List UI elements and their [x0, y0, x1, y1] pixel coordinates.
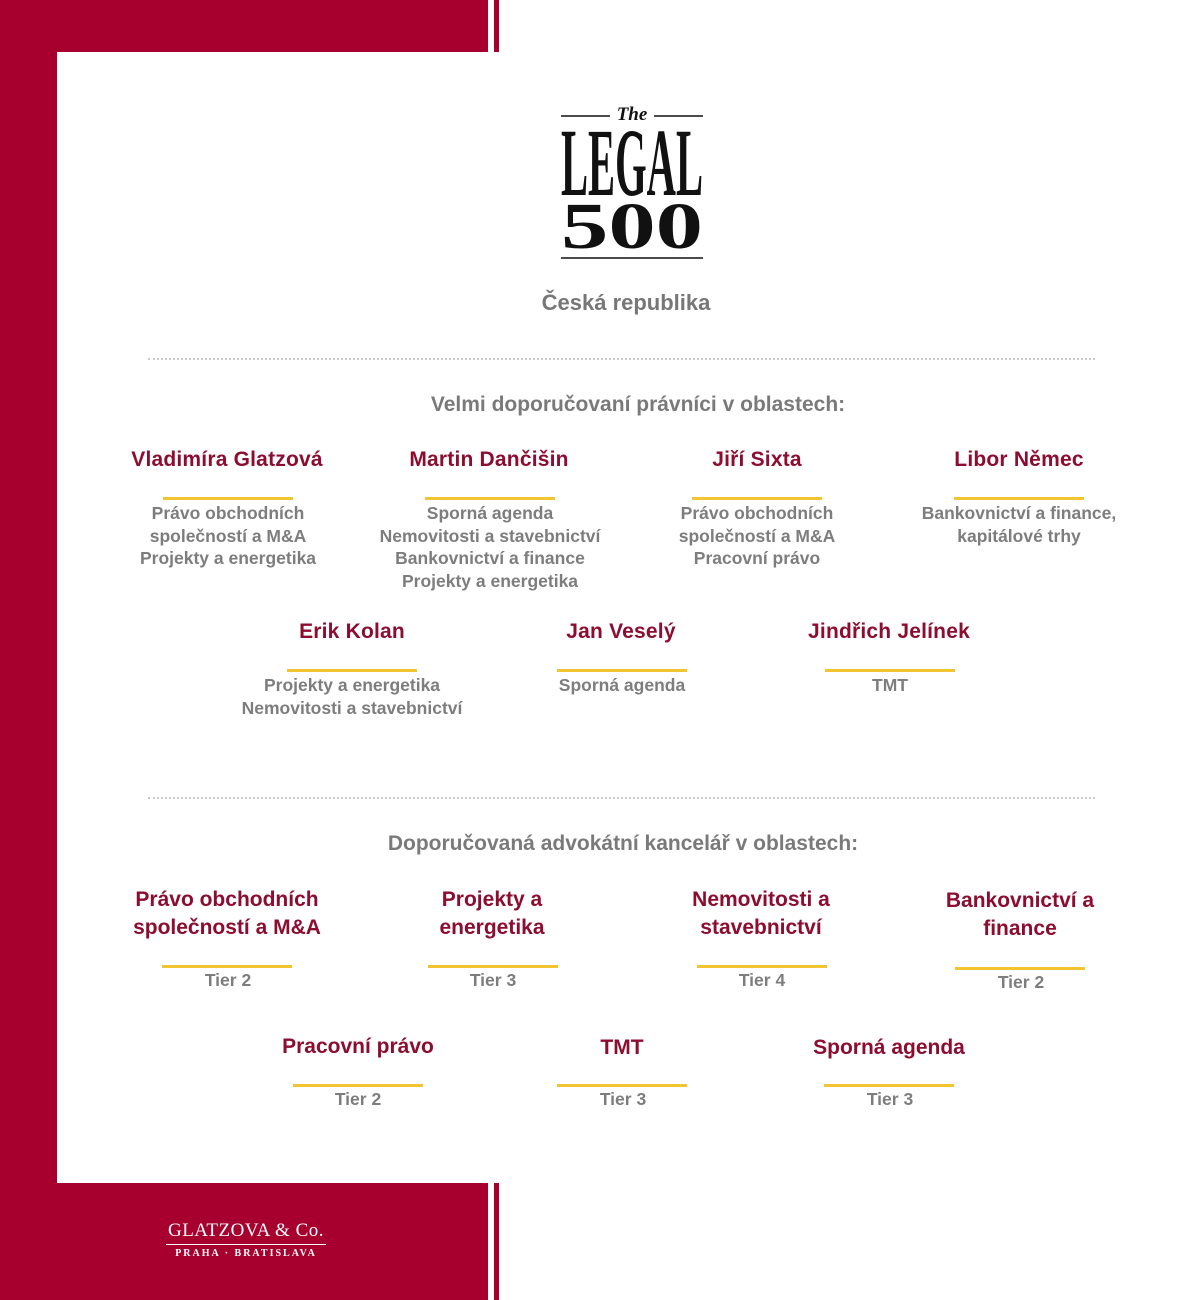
area-title-line: finance: [983, 917, 1057, 940]
lawyer-name: Jan Veselý: [566, 620, 676, 643]
area-line: Nemovitosti a stavebnictví: [379, 525, 601, 546]
lawyer-name: Jindřich Jelínek: [808, 620, 970, 643]
practice-area-name: [692, 886, 830, 942]
tier-label: Tier 2: [204, 970, 252, 990]
logo-legal-text: LEGAL: [561, 109, 703, 216]
top-left-red-band: [0, 0, 488, 52]
area-title-line: stavebnictví: [700, 916, 822, 939]
area-line: Projekty a energetika: [139, 548, 317, 568]
area-line: Pracovní právo: [693, 548, 821, 568]
glatzova-logo-rule: [166, 1244, 326, 1245]
bottom-stripe: [494, 1183, 499, 1300]
left-red-band: [0, 0, 57, 1300]
accent-bar: [293, 1084, 423, 1087]
area-title-line: Projekty a: [441, 888, 543, 911]
tier-label: Tier 2: [334, 1089, 382, 1109]
area-line: Projekty a energetika: [401, 570, 579, 591]
practice-area-name: [600, 1034, 643, 1062]
lawyer-areas: [872, 674, 908, 697]
area-line: Projekty a energetika: [263, 675, 441, 695]
lawyer-areas: [559, 674, 685, 697]
area-title-line: Právo obchodních: [135, 888, 319, 911]
lawyer-areas: [140, 502, 316, 570]
area-title-line: TMT: [600, 1036, 644, 1059]
practice-area-name: [813, 1034, 965, 1062]
area-title-line: energetika: [439, 916, 545, 939]
accent-bar: [425, 497, 555, 500]
area-title-line: Nemovitosti a: [692, 888, 830, 911]
tier-label: Tier 3: [469, 970, 517, 990]
firm-section-title: Doporučovaná advokátní kancelář v oblastech:: [387, 832, 859, 855]
accent-bar: [287, 669, 417, 672]
area-line: Právo obchodních: [680, 503, 834, 523]
lawyer-areas: [242, 674, 463, 719]
lawyer-areas: [679, 502, 836, 570]
area-line: TMT: [872, 675, 908, 695]
top-stripe: [494, 0, 499, 52]
area-title-line: Bankovnictví a: [945, 889, 1095, 912]
area-line: Nemovitosti a stavebnictví: [241, 697, 463, 718]
area-line: společností a M&A: [678, 525, 836, 546]
area-line: společností a M&A: [149, 525, 307, 546]
lawyer-name: Vladimíra Glatzová: [131, 448, 323, 471]
lawyers-section-title: Velmi doporučovaní právníci v oblastech:: [430, 393, 846, 416]
area-line: Právo obchodních: [151, 503, 305, 523]
practice-area-name: [439, 886, 544, 942]
accent-bar: [428, 965, 558, 968]
lawyer-areas: [380, 502, 601, 592]
area-line: Sporná agenda: [426, 503, 554, 523]
lawyer-name: Erik Kolan: [299, 620, 405, 643]
accent-bar: [692, 497, 822, 500]
accent-bar: [954, 497, 1084, 500]
practice-area-name: [946, 887, 1094, 943]
accent-bar: [557, 669, 687, 672]
glatzova-logo-title: GLATZOVA & Co.: [167, 1220, 325, 1241]
area-line: Bankovnictví a finance: [395, 548, 585, 568]
practice-area-name: [282, 1033, 434, 1061]
accent-bar: [163, 497, 293, 500]
lawyer-name: Martin Dančišin: [409, 448, 569, 471]
divider-middle: [148, 797, 1095, 799]
tier-label: Tier 4: [738, 970, 786, 990]
logo-500-text: 500: [561, 190, 703, 263]
area-line: Bankovnictví a finance,: [921, 503, 1117, 523]
area-title-line: Pracovní právo: [282, 1035, 434, 1058]
area-title-line: společností a M&A: [133, 916, 321, 939]
area-line: Sporná agenda: [558, 675, 686, 695]
divider-top: [148, 358, 1095, 360]
accent-bar: [824, 1084, 954, 1087]
tier-label: Tier 3: [866, 1089, 914, 1109]
lawyer-name: Jiří Sixta: [712, 448, 802, 471]
legal500-logo: [557, 102, 707, 264]
glatzova-logo-subtitle: PRAHA · BRATISLAVA: [175, 1248, 317, 1259]
accent-bar: [162, 965, 292, 968]
practice-area-name: [133, 886, 321, 942]
area-title-line: Sporná agenda: [813, 1036, 965, 1059]
lawyer-areas: [922, 502, 1117, 547]
country-title: Česká republika: [541, 290, 711, 315]
accent-bar: [825, 669, 955, 672]
accent-bar: [697, 965, 827, 968]
accent-bar: [955, 967, 1085, 970]
logo-the-text: The: [616, 104, 648, 125]
area-line: kapitálové trhy: [957, 525, 1081, 546]
tier-label: Tier 3: [599, 1089, 647, 1109]
tier-label: Tier 2: [997, 972, 1045, 992]
lawyer-name: Libor Němec: [954, 448, 1084, 471]
accent-bar: [557, 1084, 687, 1087]
